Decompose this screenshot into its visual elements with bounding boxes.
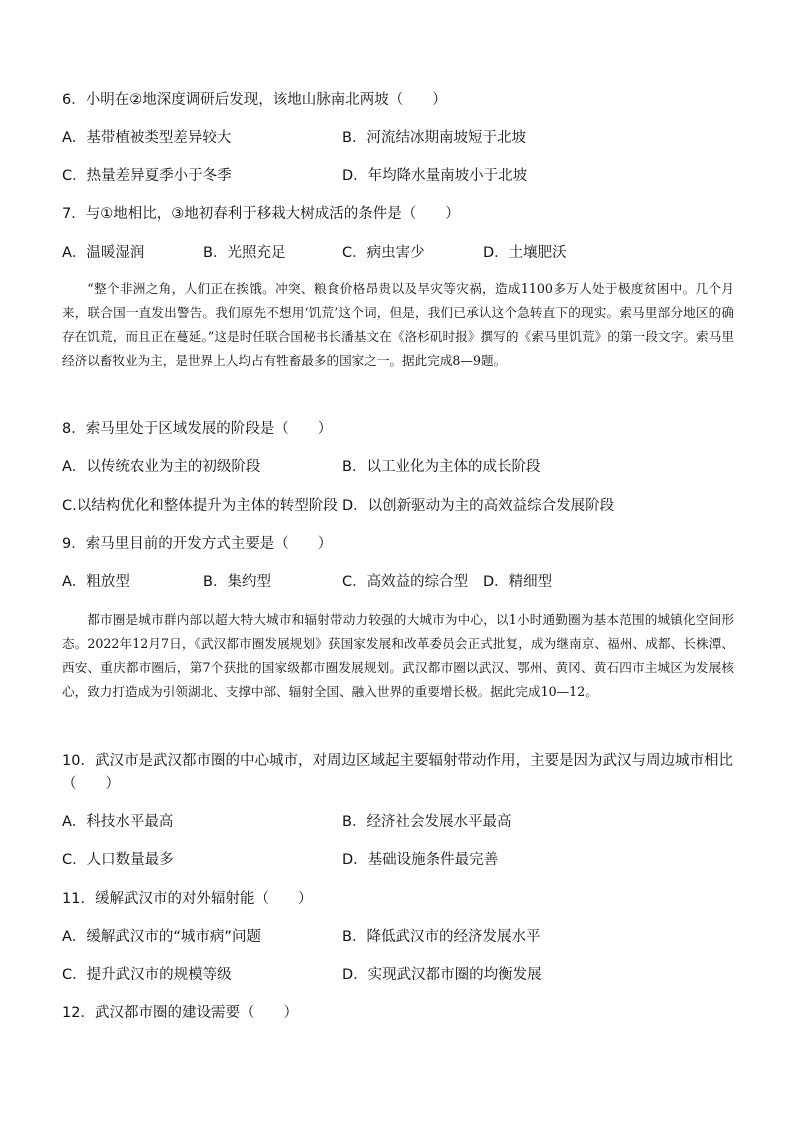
question-6-option-b: B．河流结冰期南坡短于北坡 [342,130,526,146]
question-10-option-c: C．人口数量最多 [62,852,174,868]
question-8-option-c: C.以结构优化和整体提升为主体的转型阶段 [62,498,338,514]
question-11-option-d: D．实现武汉都市圈的均衡发展 [342,967,542,983]
passage-text: 都市圈是城市群内部以超大特大城市和辐射带动力较强的大城市为中心，以1小时通勤圈为基本范围的城镇化空间形态。2022年12月7日，《武汉都市圈发展规划》获国家发展和改革委员会正式批复，成为继南京、福州、成都、长株潭、西安、重庆都市圈后，第7个获批的国家级都市圈发展规划。武汉都市圈以武汉、鄂州、黄冈、黄石四市主城区为发展核心，致力打造成为引领湖北、支撑中部、辐射全国、融入世界的重要增长极。据此完成10—12。 [62,612,734,699]
question-9-option-b: B．集约型 [203,574,271,590]
question-8-option-b: B．以工业化为主体的成长阶段 [342,459,541,475]
question-9-option-c: C．高效益的综合型 [342,574,469,590]
question-11-option-a: A．缓解武汉市的“城市病”问题 [62,929,261,945]
question-8-stem: 8．索马里处于区域发展的阶段是（ ） [62,421,333,437]
question-12-stem: 12．武汉都市圈的建设需要（ ） [62,1005,298,1021]
question-10-option-a: A．科技水平最高 [62,814,174,830]
question-6-option-d: D．年均降水量南坡小于北坡 [342,168,528,184]
question-10-option-d: D．基础设施条件最完善 [342,852,499,868]
question-9-stem: 9．索马里目前的开发方式主要是（ ） [62,536,333,552]
question-8-option-d: D．以创新驱动为主的高效益综合发展阶段 [342,498,615,514]
question-9-option-a: A．粗放型 [62,574,130,590]
question-10-stem-bracket: （ ） [62,776,120,792]
question-10-option-b: B．经济社会发展水平最高 [342,814,512,830]
question-7-option-b: B．光照充足 [203,245,286,261]
question-6-option-a: A．基带植被类型差异较大 [62,130,232,146]
question-11-stem: 11．缓解武汉市的对外辐射能（ ） [62,891,313,907]
reading-passage-wuhan [62,608,734,704]
question-10-stem: 10．武汉市是武汉都市圈的中心城市，对周边区域起主要辐射带动作用，主要是因为武汉与周边城市相比 [62,753,733,769]
question-11-option-c: C．提升武汉市的规模等级 [62,967,232,983]
question-7-option-d: D．土壤肥沃 [483,245,567,261]
question-8-option-a: A．以传统农业为主的初级阶段 [62,459,261,475]
question-7-stem: 7．与①地相比，③地初春利于移栽大树成活的条件是（ ） [62,206,460,222]
question-7-option-c: C．病虫害少 [342,245,425,261]
question-9-option-d: D．精细型 [483,574,553,590]
reading-passage-somalia [62,277,734,373]
question-7-option-a: A．温暖湿润 [62,245,145,261]
question-6-option-c: C．热量差异夏季小于冬季 [62,168,232,184]
passage-text: “整个非洲之角，人们正在挨饿。冲突、粮食价格昂贵以及旱灾等灾祸，造成1100多万人处于极度贫困中。几个月来，联合国一直发出警告。我们原先不想用‘饥荒’这个词，但是，我们已承认这个急转直下的现实。索马里部分地区的确存在饥荒，而且正在蔓延。”这是时任联合国秘书长潘基文在《洛杉矶时报》撰写的《索马里饥荒》的第一段文字。索马里经济以畜牧业为主，是世界上人均占有牲畜最多的国家之一。据此完成8—9题。 [62,281,734,368]
question-6-stem: 6．小明在②地深度调研后发现，该地山脉南北两坡（ ） [62,92,447,108]
question-11-option-b: B．降低武汉市的经济发展水平 [342,929,541,945]
